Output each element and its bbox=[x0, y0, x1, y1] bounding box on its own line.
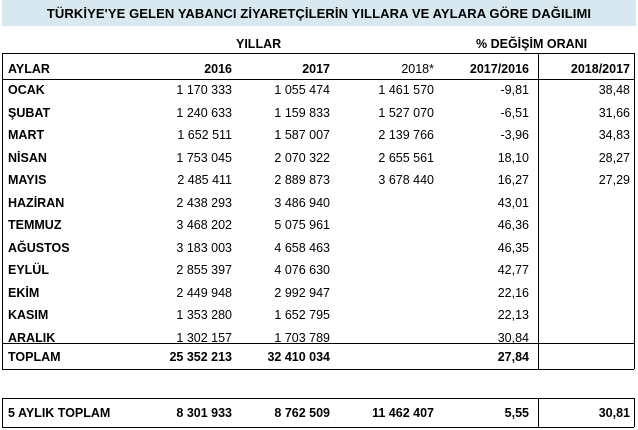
row-month-label: EKİM bbox=[8, 286, 40, 300]
row-change-2018-2017: 27,29 bbox=[598, 173, 630, 187]
top-rule bbox=[2, 53, 634, 54]
bottom-rule bbox=[2, 427, 634, 428]
row-value-2017: 1 055 474 bbox=[274, 83, 330, 97]
five-month-2016: 8 301 933 bbox=[176, 406, 232, 420]
total-bottom-rule bbox=[2, 369, 634, 370]
row-month-label: TEMMUZ bbox=[8, 218, 62, 232]
row-value-2018: 2 139 766 bbox=[378, 128, 434, 142]
five-month-top-rule bbox=[2, 398, 634, 399]
right-edge bbox=[634, 53, 635, 369]
row-change-2018-2017: 38,48 bbox=[598, 83, 630, 97]
header-years-group: YILLAR bbox=[236, 37, 282, 51]
total-2016: 25 352 213 bbox=[169, 350, 232, 364]
row-change-2017-2016: -3,96 bbox=[500, 128, 529, 142]
row-value-2017: 2 889 873 bbox=[274, 173, 330, 187]
row-change-2017-2016: 22,13 bbox=[497, 308, 529, 322]
row-value-2017: 1 159 833 bbox=[274, 106, 330, 120]
row-value-2016: 1 240 633 bbox=[176, 106, 232, 120]
five-month-change-2018-2017: 30,81 bbox=[598, 406, 630, 420]
row-value-2017: 2 992 947 bbox=[274, 286, 330, 300]
row-value-2017: 4 658 463 bbox=[274, 241, 330, 255]
five-month-change-2017-2016: 5,55 bbox=[504, 406, 529, 420]
report-title: TÜRKİYE'YE GELEN YABANCI ZİYARETÇİLERİN YILLARA VE AYLARA GÖRE DAĞILIMI bbox=[46, 5, 592, 21]
row-change-2018-2017: 34,83 bbox=[598, 128, 630, 142]
row-month-label: NİSAN bbox=[8, 151, 47, 165]
right-edge-five-month bbox=[634, 398, 635, 427]
row-month-label: HAZİRAN bbox=[8, 196, 65, 210]
five-month-2017: 8 762 509 bbox=[274, 406, 330, 420]
row-value-2016: 2 855 397 bbox=[176, 263, 232, 277]
left-edge-five-month bbox=[2, 398, 3, 427]
row-value-2018: 1 461 570 bbox=[378, 83, 434, 97]
row-value-2016: 1 652 511 bbox=[177, 128, 232, 142]
row-change-2017-2016: 43,01 bbox=[497, 196, 529, 210]
row-value-2016: 2 438 293 bbox=[176, 196, 232, 210]
header-2016: 2016 bbox=[204, 62, 232, 76]
row-change-2017-2016: 16,27 bbox=[497, 173, 529, 187]
row-value-2017: 1 703 789 bbox=[274, 331, 330, 345]
row-change-2018-2017: 31,66 bbox=[598, 106, 630, 120]
total-2017: 32 410 034 bbox=[267, 350, 330, 364]
header-change-2017-2016: 2017/2016 bbox=[469, 62, 529, 76]
row-value-2017: 1 652 795 bbox=[274, 308, 330, 322]
change-divider bbox=[538, 53, 539, 369]
left-edge bbox=[2, 53, 3, 369]
five-month-2018: 11 462 407 bbox=[372, 406, 434, 420]
row-month-label: MAYIS bbox=[8, 173, 47, 187]
row-value-2016: 3 468 202 bbox=[176, 218, 232, 232]
row-month-label: ARALIK bbox=[8, 331, 56, 345]
row-change-2017-2016: 42,77 bbox=[497, 263, 529, 277]
header-change-2018-2017: 2018/2017 bbox=[570, 62, 630, 76]
row-value-2018: 2 655 561 bbox=[378, 151, 434, 165]
row-value-2018: 1 527 070 bbox=[378, 106, 434, 120]
row-value-2017: 1 587 007 bbox=[274, 128, 330, 142]
row-value-2017: 5 075 961 bbox=[274, 218, 330, 232]
row-month-label: AĞUSTOS bbox=[8, 241, 70, 255]
five-month-label: 5 AYLIK TOPLAM bbox=[8, 406, 111, 420]
row-month-label: MART bbox=[8, 128, 45, 142]
row-change-2017-2016: -6,51 bbox=[500, 106, 529, 120]
row-change-2017-2016: 46,35 bbox=[497, 241, 529, 255]
row-month-label: KASIM bbox=[8, 308, 49, 322]
header-change-group: % DEĞİŞİM ORANI bbox=[476, 37, 588, 51]
row-value-2017: 3 486 940 bbox=[274, 196, 330, 210]
row-value-2016: 1 170 333 bbox=[176, 83, 232, 97]
row-value-2016: 3 183 003 bbox=[176, 241, 232, 255]
row-month-label: OCAK bbox=[8, 83, 45, 97]
header-2018: 2018* bbox=[401, 62, 434, 76]
row-month-label: ŞUBAT bbox=[8, 106, 51, 120]
row-change-2017-2016: 22,16 bbox=[497, 286, 529, 300]
row-value-2017: 2 070 322 bbox=[274, 151, 330, 165]
change-divider-five-month bbox=[538, 398, 539, 427]
header-rule bbox=[2, 79, 634, 80]
row-change-2017-2016: -9,81 bbox=[500, 83, 529, 97]
row-value-2016: 2 449 948 bbox=[176, 286, 232, 300]
row-change-2018-2017: 28,27 bbox=[598, 151, 630, 165]
header-months: AYLAR bbox=[8, 62, 50, 76]
row-change-2017-2016: 30,84 bbox=[497, 331, 529, 345]
header-2017: 2017 bbox=[302, 62, 330, 76]
row-change-2017-2016: 46,36 bbox=[497, 218, 529, 232]
total-change-2017-2016: 27,84 bbox=[497, 350, 529, 364]
row-month-label: EYLÜL bbox=[8, 263, 49, 277]
total-label: TOPLAM bbox=[8, 350, 61, 364]
row-value-2018: 3 678 440 bbox=[378, 173, 434, 187]
row-value-2017: 4 076 630 bbox=[274, 263, 330, 277]
row-value-2016: 2 485 411 bbox=[177, 173, 232, 187]
row-value-2016: 1 302 157 bbox=[176, 331, 232, 345]
row-value-2016: 1 353 280 bbox=[176, 308, 232, 322]
row-value-2016: 1 753 045 bbox=[176, 151, 232, 165]
row-change-2017-2016: 18,10 bbox=[497, 151, 529, 165]
